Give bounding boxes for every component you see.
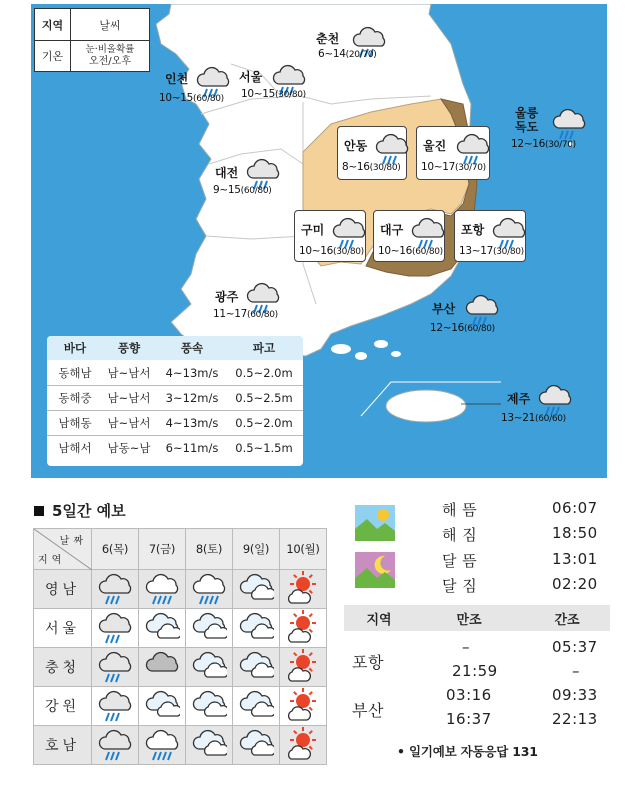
sunset-time: 18:50: [552, 524, 598, 542]
rain-cloud-icon: [97, 727, 133, 764]
tide-high-time: –: [462, 638, 470, 656]
sea-header-wave-height: 파고: [252, 341, 276, 355]
rain-cloud-icon: [97, 688, 133, 725]
forecast-region: 서울: [34, 609, 92, 648]
heavy-rain-cloud-icon: [144, 727, 180, 764]
moonrise-moonset-icon: [355, 552, 395, 592]
city-temp: 9~15: [213, 184, 241, 196]
sea-wave: 0.5~1.5m: [235, 441, 293, 455]
sea-wind-dir: 남~남서: [107, 365, 151, 380]
sea-wave: 0.5~2.0m: [235, 416, 293, 430]
tide-region: 포항: [352, 653, 384, 672]
city-prob: (20/70): [345, 50, 377, 60]
forecast-row: [34, 570, 327, 609]
sea-wind-dir: 남~남서: [107, 416, 151, 430]
city-temp: 10~17: [421, 161, 456, 173]
city-prob: (30/80): [333, 247, 364, 257]
city-name: 광주: [215, 290, 239, 304]
sea-wind-speed: 3~12m/s: [165, 391, 219, 405]
title-square-icon: [34, 506, 44, 516]
city-jeju: [501, 382, 591, 428]
overcast-icon: [144, 649, 180, 686]
city-prob: (30/70): [455, 163, 486, 173]
tide-high-time: 03:16: [446, 686, 492, 704]
city-name: 서울: [239, 70, 263, 84]
city-prob: (60/60): [535, 414, 566, 424]
moonset-time: 02:20: [552, 575, 598, 593]
tide-region: 부산: [352, 701, 384, 720]
partly-sunny-icon: [285, 649, 321, 686]
city-prob: (60/80): [193, 94, 224, 104]
cloudy-icon: [238, 649, 274, 686]
sunrise-sunset-icon: [355, 505, 395, 545]
forecast-region: 영남: [34, 570, 92, 609]
legend-region-header: 지역: [35, 9, 71, 40]
forecast-title-text: 5일간 예보: [52, 502, 126, 520]
city-name: 춘천: [316, 32, 340, 46]
sea-wind-speed: 6~11m/s: [165, 441, 219, 455]
city-temp: 12~16: [511, 138, 546, 150]
city-andong: [337, 126, 407, 180]
city-temp: 8~16: [342, 161, 370, 173]
forecast-row: [34, 609, 327, 648]
city-gwangju: [213, 278, 303, 320]
sea-conditions-table: [47, 336, 303, 466]
city-daegu: [373, 210, 445, 262]
cloudy-icon: [191, 688, 227, 725]
tide-low-time: 09:33: [552, 686, 598, 704]
tide-header-low: 간조: [554, 612, 580, 628]
tide-high-time: 16:37: [446, 710, 492, 728]
legend-temp-label: 기온: [35, 41, 71, 71]
city-temp: 13~21: [501, 412, 536, 424]
cloudy-icon: [238, 727, 274, 764]
city-temp: 6~14: [318, 48, 346, 60]
city-busan: [430, 292, 520, 336]
city-temp: 12~16: [430, 322, 465, 334]
city-ulleung: [511, 104, 591, 154]
city-temp: 11~17: [213, 308, 248, 320]
tide-low-time: 05:37: [552, 638, 598, 656]
city-chuncheon: [316, 24, 406, 64]
sea-area: 동해남: [58, 365, 92, 380]
forecast-row: [34, 648, 327, 687]
cloudy-icon: [191, 610, 227, 647]
forecast-table: [33, 528, 327, 765]
sunrise-time: 06:07: [552, 499, 598, 517]
city-prob: (30/80): [369, 163, 401, 173]
tide-low-time: –: [572, 662, 580, 680]
heavy-rain-cloud-icon: [144, 571, 180, 608]
moonrise-time: 13:01: [552, 550, 598, 568]
city-temp: 10~16: [299, 245, 334, 257]
sea-row: [47, 410, 303, 435]
sea-area: 동해중: [58, 391, 92, 405]
city-gumi: [294, 210, 366, 262]
tide-header-high: 만조: [456, 612, 482, 628]
city-name: 대전: [215, 166, 239, 180]
sunset-label: 해 짐: [442, 526, 478, 544]
sea-area: 남해서: [58, 441, 92, 455]
sea-row: [47, 385, 303, 410]
cloudy-icon: [238, 571, 274, 608]
sea-row: [47, 435, 303, 460]
city-temp: 10~15: [159, 92, 194, 104]
tide-high-time: 21:59: [452, 662, 498, 680]
sea-area: 남해동: [58, 416, 92, 430]
city-prob: (30/70): [545, 140, 576, 150]
sea-header-wind-direction: 풍향: [117, 341, 141, 355]
sea-table-header: [47, 336, 303, 360]
sea-header-wind-speed: 풍속: [180, 341, 204, 355]
sea-wind-dir: 남~남서: [107, 391, 151, 405]
sea-wave: 0.5~2.0m: [235, 365, 293, 380]
sea-header-sea: 바다: [63, 341, 87, 355]
city-prob: (60/80): [247, 310, 278, 320]
city-prob: (30/80): [275, 90, 306, 100]
sea-wave: 0.5~2.5m: [235, 391, 293, 405]
cloudy-icon: [238, 610, 274, 647]
tide-table-header: [344, 605, 610, 631]
moonrise-label: 달 뜸: [442, 552, 478, 570]
city-prob: (60/80): [464, 324, 495, 334]
corner-date-label: 날짜: [59, 536, 87, 547]
forecast-region: 강원: [34, 687, 92, 726]
city-name: 인천: [165, 72, 189, 86]
heavy-rain-cloud-icon: [191, 571, 227, 608]
partly-sunny-icon: [285, 727, 321, 764]
rain-cloud-icon: [97, 649, 133, 686]
city-name: 안동: [344, 139, 368, 153]
city-name: 포항: [461, 223, 485, 237]
forecast-region: 충청: [34, 648, 92, 687]
city-temp: 10~15: [241, 88, 276, 100]
sea-row: [47, 360, 303, 385]
city-pohang: [454, 210, 526, 262]
tide-header-region: 지역: [366, 612, 392, 628]
forecast-region: 호남: [34, 726, 92, 765]
forecast-day-header: 9(일): [233, 529, 280, 570]
city-name: 제주: [507, 392, 531, 406]
city-daejeon: [213, 154, 303, 196]
forecast-day-header: 8(토): [186, 529, 233, 570]
corner-region-label: 지역: [38, 555, 66, 566]
forecast-day-header: 10(월): [280, 529, 327, 570]
forecast-row: [34, 726, 327, 765]
city-seoul: [239, 62, 329, 102]
cloudy-icon: [238, 688, 274, 725]
forecast-corner-cell: [34, 529, 92, 570]
auto-response-note: • 일기예보 자동응답 131: [397, 744, 538, 759]
forecast-day-header: 6(목): [92, 529, 139, 570]
city-incheon: [159, 64, 249, 104]
sea-wind-speed: 4~13m/s: [165, 416, 219, 430]
tide-low-time: 22:13: [552, 710, 598, 728]
cloudy-icon: [191, 727, 227, 764]
moonset-label: 달 짐: [442, 577, 478, 595]
cloudy-icon: [144, 688, 180, 725]
city-prob: (60/80): [412, 247, 443, 257]
partly-sunny-icon: [285, 610, 321, 647]
sea-wind-dir: 남동~남: [107, 441, 151, 455]
city-prob: (60/80): [240, 186, 272, 196]
city-name: 구미: [301, 223, 325, 237]
cloudy-icon: [191, 649, 227, 686]
forecast-row: [34, 687, 327, 726]
city-name: 울릉: [515, 106, 539, 120]
city-name: 대구: [380, 223, 404, 237]
cloudy-icon: [144, 610, 180, 647]
city-temp: 13~17: [459, 245, 494, 257]
partly-sunny-icon: [285, 571, 321, 608]
city-temp: 10~16: [378, 245, 413, 257]
city-prob: (30/80): [493, 247, 524, 257]
city-uljin: [416, 126, 490, 180]
legend-weather-header: 날씨: [99, 18, 121, 32]
weather-map: [31, 4, 607, 478]
forecast-day-header: 7(금): [139, 529, 186, 570]
sunrise-label: 해 뜸: [442, 501, 478, 519]
sea-wind-speed: 4~13m/s: [165, 365, 219, 380]
city-name: 울진: [423, 139, 447, 153]
rain-cloud-icon: [97, 571, 133, 608]
forecast-title: [34, 500, 126, 521]
rain-cloud-icon: [97, 610, 133, 647]
legend-ampm-label: 오전/오후: [88, 56, 131, 67]
city-name: 부산: [432, 302, 456, 316]
partly-sunny-icon: [285, 688, 321, 725]
map-legend: [34, 8, 150, 72]
legend-precip-label: 눈·비올확률: [85, 44, 135, 55]
city-name-2: 독도: [515, 120, 539, 134]
